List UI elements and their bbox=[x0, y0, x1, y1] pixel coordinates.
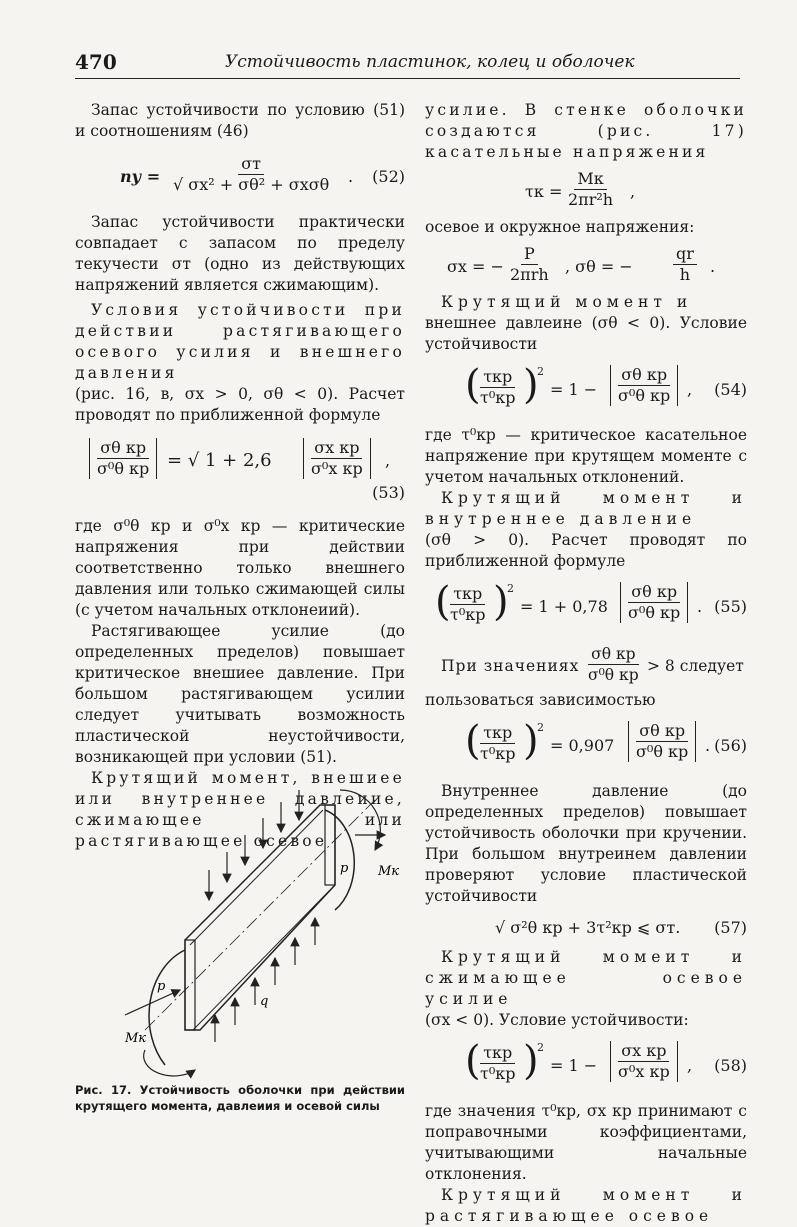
eq-lhs: τк = bbox=[525, 182, 563, 201]
section-heading-spaced: Условия устойчивости при действии растягивающего осевого усилия и внешнего давления bbox=[75, 301, 405, 382]
section-heading-spaced: Крутящий момеит и сжимающее осевое усилие bbox=[425, 948, 747, 1008]
eq-abs bbox=[610, 365, 678, 406]
eq-tail: . bbox=[348, 167, 354, 186]
eq-abs bbox=[620, 582, 688, 623]
figure-caption: Рис. 17. Устойчивость оболочки при действии крутящего момента, давлеиия и осевой силы bbox=[75, 1083, 405, 1113]
eq-abs-right bbox=[303, 438, 371, 479]
eq-numerator: σθ кр bbox=[636, 721, 688, 742]
equation-56 bbox=[425, 715, 747, 777]
eq-fraction bbox=[510, 244, 549, 285]
equation-55 bbox=[425, 576, 747, 638]
wall-section-left bbox=[185, 940, 195, 1030]
eq-lhs: nу = bbox=[120, 167, 161, 186]
eq-abs bbox=[628, 721, 696, 762]
eq-numerator: σθ кр bbox=[97, 438, 149, 459]
pressure-arrows-bottom bbox=[215, 918, 315, 1042]
eq-numerator: τкр bbox=[480, 723, 515, 744]
equation-52 bbox=[75, 148, 405, 206]
paren: ( bbox=[465, 1038, 481, 1084]
eq-denominator: τ⁰кр bbox=[480, 744, 516, 763]
eq-part: = 1 + 0,78 bbox=[520, 597, 608, 616]
eq-denominator: √ σx² + σθ² + σxσθ bbox=[173, 175, 330, 194]
eq-denominator: σ⁰x кр bbox=[311, 459, 363, 478]
text-part: > 8 следует bbox=[647, 657, 744, 675]
paragraph: осевое и окружное напряжения: bbox=[425, 218, 695, 236]
torque-arrow-top bbox=[340, 790, 380, 850]
exponent: 2 bbox=[537, 1041, 544, 1054]
eq-tail: . bbox=[697, 597, 703, 616]
paragraph: где σ⁰θ кр и σ⁰x кр — критические напряжения при действии соответственно только внешнего давления или только сжимающей силы (с учетом начальных отклонеиий). bbox=[75, 517, 405, 619]
paren: ) bbox=[523, 1038, 539, 1084]
torque-arrow-bottom bbox=[144, 1050, 195, 1076]
text-part: При значениях bbox=[441, 657, 580, 675]
eq-fraction bbox=[173, 154, 329, 195]
eq-part: = 1 − bbox=[550, 380, 598, 399]
equation-58 bbox=[425, 1035, 747, 1097]
eq-numerator: σт bbox=[238, 154, 264, 175]
eq-numerator: qr bbox=[673, 244, 697, 265]
eq-tail: , bbox=[630, 182, 636, 201]
section-heading-spaced: Крутящий момент, внешиее или внутреннее давлеиие, сжимающее или растягивающее осевое bbox=[75, 769, 405, 850]
paragraph: (рис. 16, в, σx > 0, σθ < 0). Расчет проводят по приближенной формуле bbox=[75, 385, 405, 424]
eq-denominator: σ⁰x кр bbox=[618, 1062, 670, 1081]
condition-line bbox=[425, 642, 747, 690]
eq-fraction bbox=[673, 244, 697, 285]
eq-denominator: σ⁰θ кр bbox=[588, 666, 639, 684]
eq-numerator: τкр bbox=[480, 1043, 515, 1064]
eq-numerator: Mк bbox=[574, 169, 606, 190]
paragraph: (σx < 0). Условие устойчивости: bbox=[425, 1011, 689, 1029]
equation-number: (56) bbox=[714, 736, 747, 755]
equation-number: (58) bbox=[714, 1056, 747, 1075]
eq-numerator: σθ кр bbox=[628, 582, 680, 603]
paren: ( bbox=[435, 579, 451, 625]
paragraph: внешнее давлеине (σθ < 0). Условие устойчивости bbox=[425, 314, 747, 353]
equation-57 bbox=[425, 911, 747, 943]
eq-numerator: σθ кр bbox=[588, 644, 638, 665]
page-header bbox=[75, 48, 740, 79]
eq-tail: , bbox=[687, 1056, 693, 1075]
eq-abs-left bbox=[89, 438, 157, 479]
equation-tau-k bbox=[425, 167, 747, 213]
equation-number: (53) bbox=[372, 483, 405, 502]
label-torque-bottom: Mк bbox=[125, 1031, 147, 1046]
section-heading-spaced: Крутящий момент и внутреннее давление bbox=[425, 489, 747, 528]
eq-denominator: σ⁰θ кр bbox=[628, 603, 681, 622]
equation-number: (52) bbox=[372, 167, 405, 186]
paragraph: где значения τ⁰кр, σx кр принимают с поправочными коэффициентами, учитывающими начальные отклонения. bbox=[425, 1102, 747, 1183]
eq-denominator: σ⁰θ кр bbox=[618, 386, 671, 405]
eq-denominator: τ⁰кр bbox=[450, 605, 486, 624]
eq-part: σx = − bbox=[447, 257, 504, 276]
exponent: 2 bbox=[537, 365, 544, 378]
eq-tail: , bbox=[385, 451, 391, 470]
eq-denominator: τ⁰кр bbox=[480, 1064, 516, 1083]
paragraph: пользоваться зависимостью bbox=[425, 691, 656, 709]
paren: ) bbox=[523, 362, 539, 408]
shell-diagram bbox=[85, 780, 400, 1080]
eq-denominator: 2πr²h bbox=[568, 190, 614, 209]
eq-fraction bbox=[450, 584, 486, 625]
paragraph: Растягивающее усилие (до определенных пределов) повышает критическое внешиее давление. При большом растягивающем усилии следует учитывать возможность пластической неустойчивости, возникающей при условии (51). bbox=[75, 622, 405, 766]
eq-numerator: τкр bbox=[480, 367, 515, 388]
label-p-right: p bbox=[340, 861, 349, 876]
equation-53 bbox=[75, 432, 405, 502]
eq-tail: . bbox=[710, 257, 716, 276]
eq-fraction bbox=[480, 367, 516, 408]
equation-sigma bbox=[425, 242, 747, 288]
paragraph: (σθ > 0). Расчет проводят по приближенной формуле bbox=[425, 531, 747, 570]
paren: ) bbox=[523, 718, 539, 764]
eq-body: √ σ²θ кр + 3τ²кр ⩽ σт. bbox=[495, 918, 681, 937]
eq-numerator: P bbox=[521, 244, 538, 265]
eq-numerator: σx кр bbox=[618, 1041, 669, 1062]
eq-denominator: σ⁰θ кр bbox=[636, 742, 689, 761]
running-title: Устойчивость пластинок, колец и оболочек bbox=[225, 52, 635, 72]
eq-denominator: 2πrh bbox=[510, 265, 549, 284]
equation-number: (55) bbox=[714, 597, 747, 616]
paren: ( bbox=[465, 362, 481, 408]
paren: ) bbox=[493, 579, 509, 625]
eq-part: , σθ = − bbox=[565, 257, 633, 276]
eq-fraction bbox=[588, 644, 639, 685]
paragraph: Внутреннее давление (до определенных пределов) повышает устойчивость оболочки при кручении. При большом внутреинем давлении проверяют условие пластической устойчивости bbox=[425, 782, 747, 905]
paragraph: Запас устойчивости по условию (51) и соотношениям (46) bbox=[75, 101, 405, 140]
eq-tail: , bbox=[687, 380, 693, 399]
pressure-arrows-top bbox=[209, 790, 299, 900]
equation-number: (54) bbox=[714, 380, 747, 399]
eq-numerator: σθ кр bbox=[618, 365, 670, 386]
eq-part: = 1 − bbox=[550, 1056, 598, 1075]
eq-fraction bbox=[480, 723, 516, 764]
eq-numerator: σx кр bbox=[311, 438, 362, 459]
eq-tail: . bbox=[705, 736, 711, 755]
equation-54 bbox=[425, 359, 747, 421]
paren: ( bbox=[465, 718, 481, 764]
eq-fraction bbox=[480, 1043, 516, 1084]
wall-section-right bbox=[325, 805, 335, 885]
eq-middle: = √ 1 + 2,6 bbox=[167, 450, 272, 471]
eq-part: = 0,907 bbox=[550, 736, 615, 755]
equation-number: (57) bbox=[714, 918, 747, 937]
page-number: 470 bbox=[75, 50, 117, 74]
label-torque-top: Mк bbox=[378, 864, 400, 879]
paragraph: усилие. В стенке оболочки создаются (рис. 17) касательные напряжения bbox=[425, 101, 747, 161]
exponent: 2 bbox=[507, 582, 514, 595]
eq-fraction bbox=[568, 169, 613, 210]
label-p-left: p bbox=[157, 979, 166, 994]
eq-numerator: τкр bbox=[450, 584, 485, 605]
label-q: q bbox=[260, 994, 269, 1009]
eq-denominator: σ⁰θ кр bbox=[97, 459, 150, 478]
section-heading-spaced: Крутящий момент и bbox=[441, 293, 693, 311]
eq-denominator: h bbox=[679, 265, 691, 284]
paragraph: где τ⁰кр — критическое касательное напряжение при крутящем моменте с учетом начальных отклонений. bbox=[425, 426, 747, 486]
section-heading-spaced: Крутящий момент и растягивающее осевое bbox=[425, 1186, 747, 1225]
paragraph: Запас устойчивости практически совпадает с запасом по пределу текучести σт (одно из действующих напряжений является сжимающим). bbox=[75, 213, 405, 294]
left-column bbox=[75, 100, 405, 852]
eq-denominator: τ⁰кр bbox=[480, 388, 516, 407]
right-column bbox=[425, 100, 747, 1227]
eq-abs bbox=[610, 1041, 678, 1082]
wall-line bbox=[190, 810, 323, 945]
exponent: 2 bbox=[537, 721, 544, 734]
